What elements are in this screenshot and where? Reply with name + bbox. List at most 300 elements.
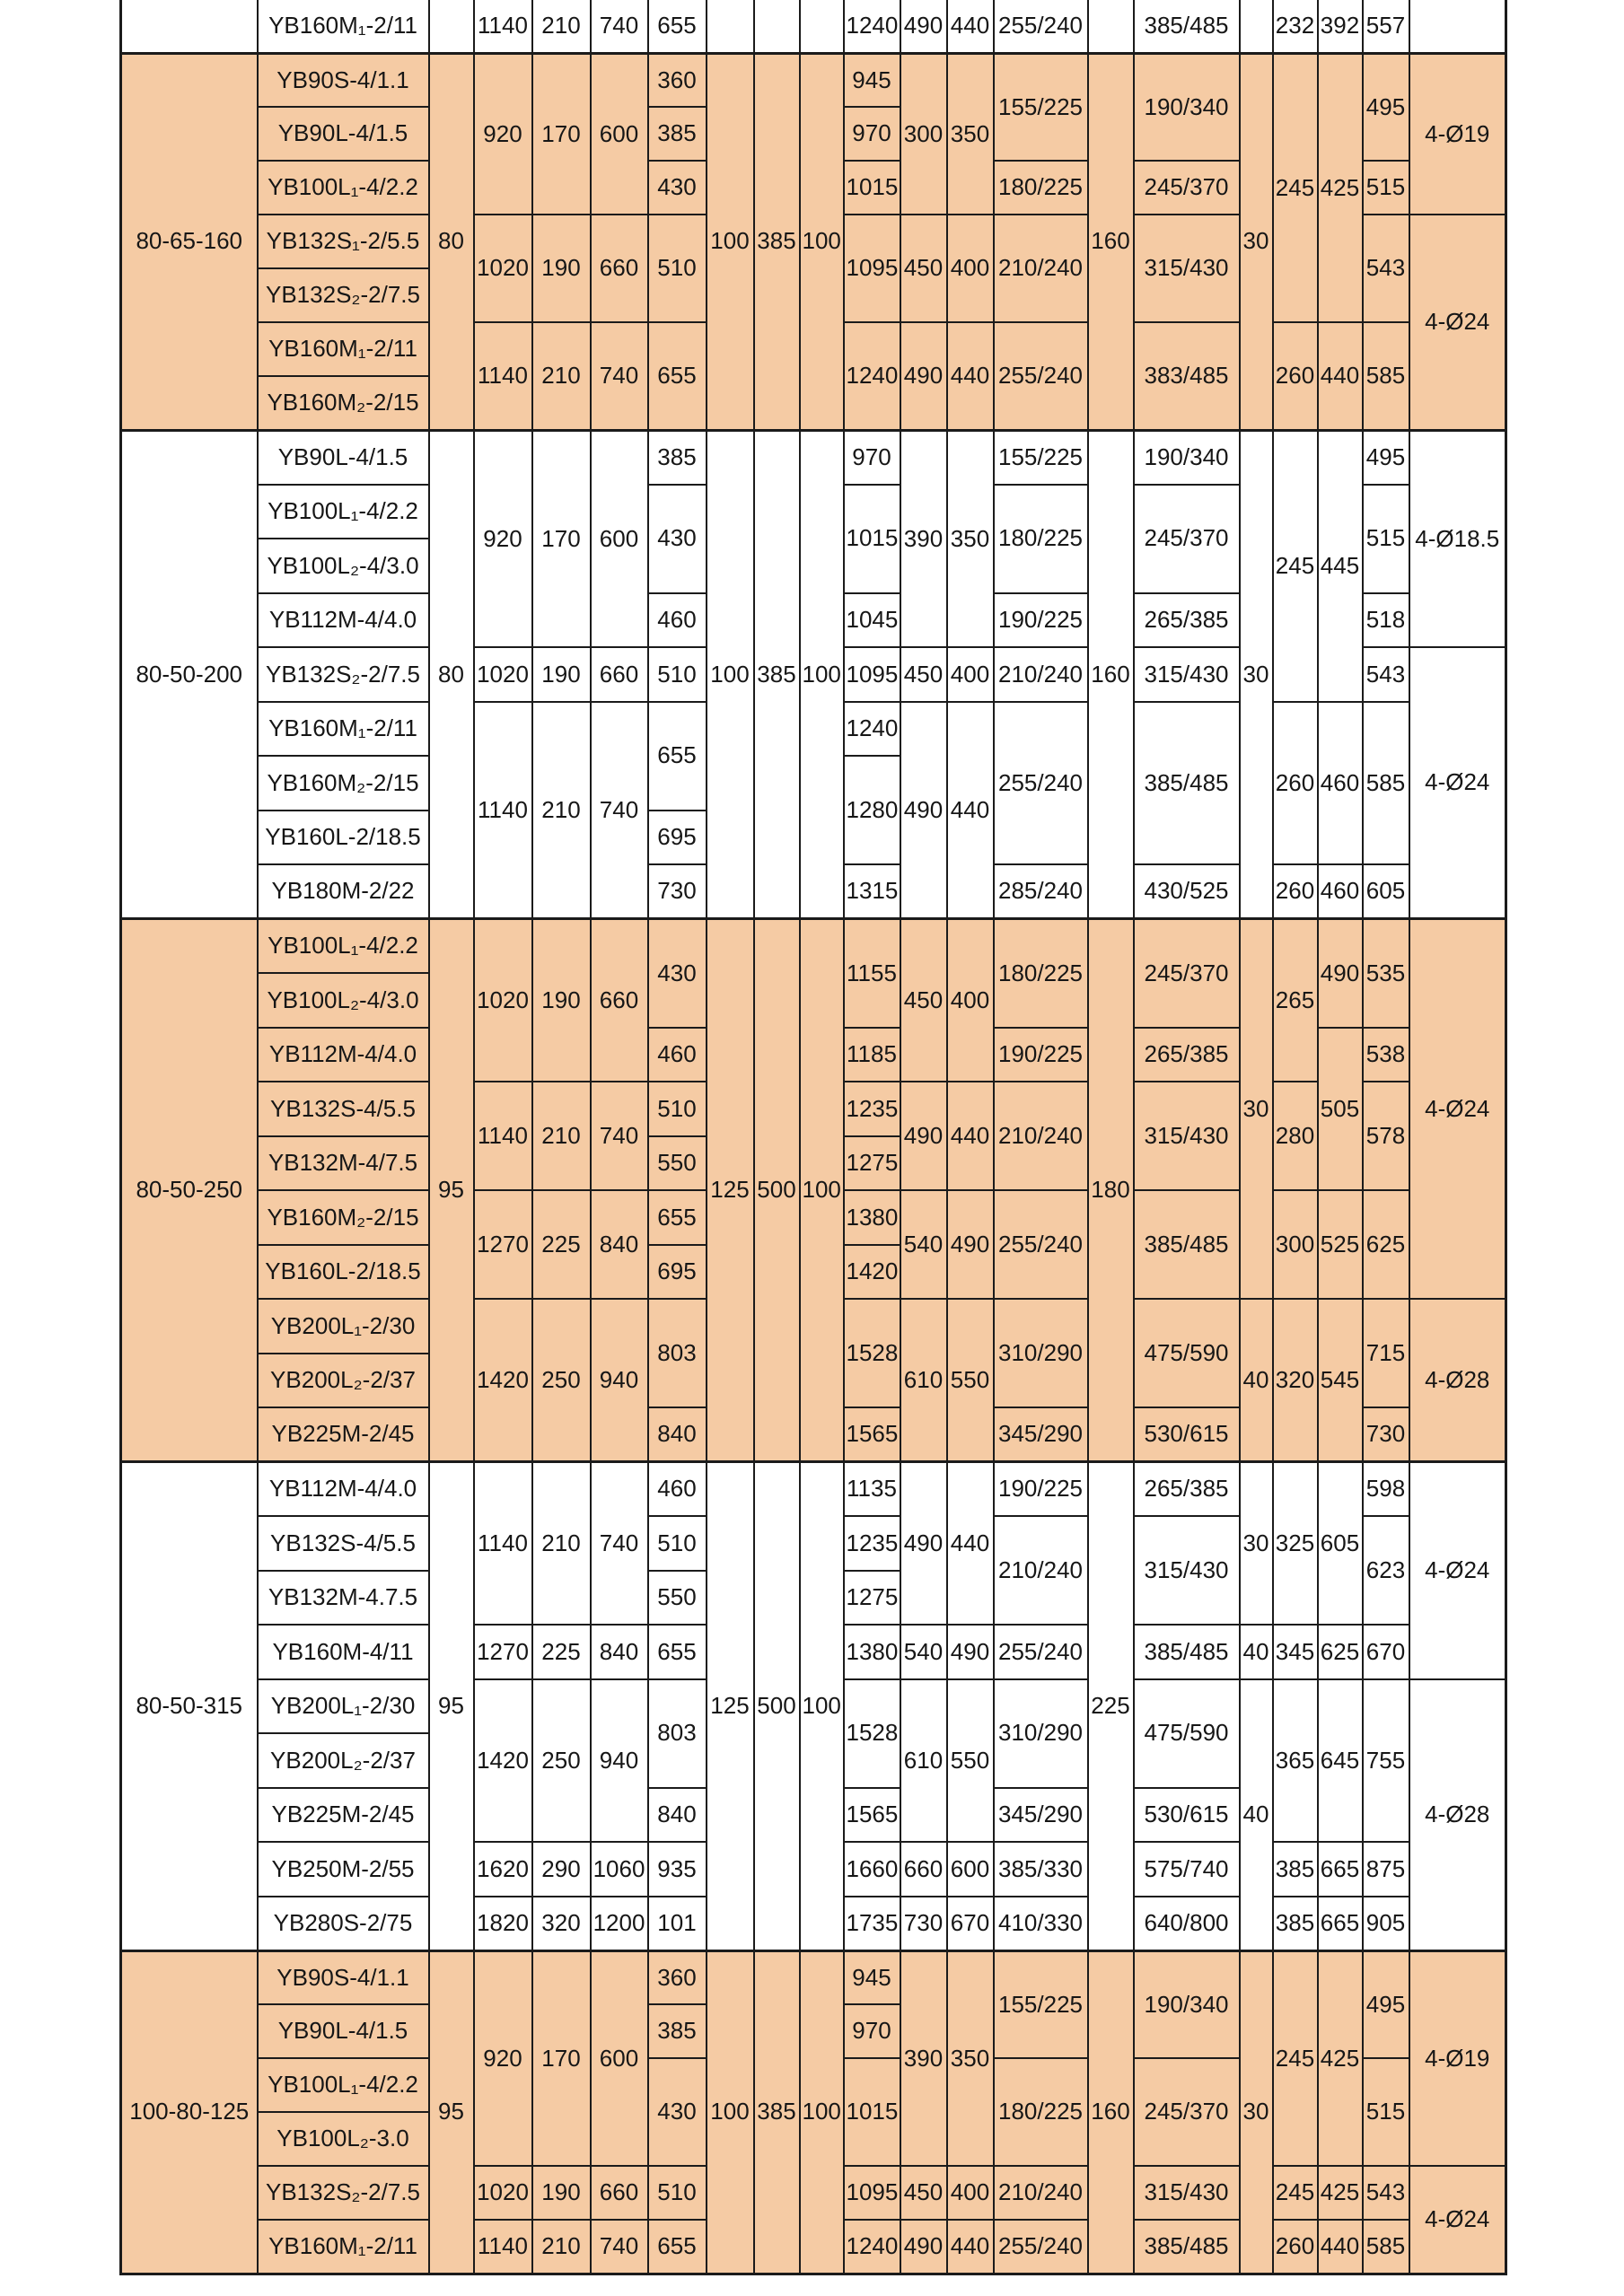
value-cell: 1240 [844, 2220, 900, 2274]
value-cell: 285/240 [994, 864, 1088, 919]
value-cell: 250 [532, 1299, 591, 1462]
value-cell: 190/340 [1134, 430, 1240, 485]
value-cell: 940 [591, 1679, 648, 1843]
value-cell: 385/485 [1134, 2220, 1240, 2274]
value-cell: 450 [900, 919, 947, 1082]
value-cell: 460 [1318, 864, 1363, 919]
value-cell: 255/240 [994, 1625, 1088, 1679]
table-row [121, 1462, 1506, 1517]
value-cell: 385/485 [1134, 1190, 1240, 1299]
value-cell: 1420 [844, 1245, 900, 1300]
value-cell: 610 [900, 1299, 947, 1462]
value-cell: 425 [1318, 1950, 1363, 2166]
value-cell: 1315 [844, 864, 900, 919]
value-cell: 945 [844, 1950, 900, 2004]
value-cell: 475/590 [1134, 1679, 1240, 1788]
value-cell: 545 [1318, 1299, 1363, 1462]
value-cell: 155/225 [994, 1950, 1088, 2058]
value-cell: 260 [1273, 864, 1318, 919]
value-cell: 430 [648, 161, 707, 215]
value-cell: 1015 [844, 161, 900, 215]
value-cell: 1660 [844, 1842, 900, 1897]
value-cell: 525 [1318, 1190, 1363, 1299]
motor-model-cell: YB100L₁-4/2.2 [258, 161, 429, 215]
value-cell: 392 [1318, 0, 1363, 53]
table-row [121, 53, 1506, 107]
value-cell: 460 [1318, 702, 1363, 865]
value-cell: 1020 [474, 919, 532, 1082]
value-cell: 670 [947, 1897, 994, 1951]
value-cell: 540 [900, 1625, 947, 1679]
value-cell: 1528 [844, 1679, 900, 1788]
anchor-bolt-cell: 4-Ø28 [1409, 1679, 1506, 1951]
value-cell: 1140 [474, 1082, 532, 1190]
empty-cell [800, 0, 844, 53]
value-cell: 315/430 [1134, 215, 1240, 322]
value-cell: 80 [429, 53, 474, 430]
anchor-bolt-cell: 4-Ø24 [1409, 919, 1506, 1300]
motor-model-cell: YB112M-4/4.0 [258, 1028, 429, 1082]
value-cell: 460 [648, 1028, 707, 1082]
value-cell: 550 [648, 1136, 707, 1191]
value-cell: 385 [1273, 1897, 1318, 1951]
value-cell: 265/385 [1134, 1028, 1240, 1082]
value-cell: 1420 [474, 1679, 532, 1843]
value-cell: 500 [754, 919, 800, 1462]
value-cell: 740 [591, 702, 648, 919]
value-cell: 730 [900, 1897, 947, 1951]
value-cell: 440 [1318, 2220, 1363, 2274]
value-cell: 100 [707, 53, 754, 430]
pump-motor-spec-table [119, 0, 1507, 2275]
motor-model-cell: YB100L₂-3.0 [258, 2112, 429, 2166]
value-cell: 190/340 [1134, 53, 1240, 161]
value-cell: 100 [800, 1462, 844, 1951]
value-cell: 245 [1273, 2166, 1318, 2220]
value-cell: 1565 [844, 1407, 900, 1462]
value-cell: 245 [1273, 1950, 1318, 2166]
value-cell: 920 [474, 430, 532, 647]
value-cell: 840 [648, 1788, 707, 1843]
table-row [121, 0, 1506, 53]
value-cell: 440 [947, 1462, 994, 1626]
value-cell: 170 [532, 430, 591, 647]
value-cell: 345/290 [994, 1407, 1088, 1462]
empty-cell [121, 0, 258, 53]
value-cell: 40 [1240, 1299, 1273, 1462]
value-cell: 225 [532, 1190, 591, 1299]
value-cell: 450 [900, 215, 947, 322]
motor-model-cell: YB225M-2/45 [258, 1407, 429, 1462]
value-cell: 260 [1273, 322, 1318, 430]
value-cell: 30 [1240, 53, 1273, 430]
value-cell: 1420 [474, 1299, 532, 1462]
value-cell: 190 [532, 2166, 591, 2220]
value-cell: 385 [754, 1950, 800, 2274]
value-cell: 430 [648, 2058, 707, 2166]
value-cell: 190 [532, 647, 591, 702]
value-cell: 840 [648, 1407, 707, 1462]
motor-model-cell: YB112M-4/4.0 [258, 593, 429, 648]
value-cell: 360 [648, 53, 707, 107]
value-cell: 1275 [844, 1136, 900, 1191]
value-cell: 490 [947, 1625, 994, 1679]
value-cell: 510 [648, 215, 707, 322]
value-cell: 440 [1318, 322, 1363, 430]
value-cell: 740 [591, 1462, 648, 1626]
motor-model-cell: YB132S-4/5.5 [258, 1082, 429, 1136]
anchor-bolt-cell: 4-Ø24 [1409, 1462, 1506, 1679]
anchor-bolt-cell: 4-Ø24 [1409, 647, 1506, 919]
value-cell: 490 [900, 0, 947, 53]
value-cell: 655 [648, 2220, 707, 2274]
value-cell: 265/385 [1134, 1462, 1240, 1517]
value-cell: 383/485 [1134, 322, 1240, 430]
value-cell: 550 [648, 1571, 707, 1626]
value-cell: 170 [532, 53, 591, 215]
anchor-bolt-cell: 4-Ø18.5 [1409, 430, 1506, 647]
empty-cell [429, 0, 474, 53]
value-cell: 875 [1363, 1842, 1409, 1897]
motor-model-cell: YB100L₁-4/2.2 [258, 2058, 429, 2112]
motor-model-cell: YB200L₂-2/37 [258, 1354, 429, 1408]
value-cell: 300 [900, 53, 947, 215]
value-cell: 1045 [844, 593, 900, 648]
value-cell: 320 [532, 1897, 591, 1951]
value-cell: 190/340 [1134, 1950, 1240, 2058]
value-cell: 600 [947, 1842, 994, 1897]
value-cell: 400 [947, 919, 994, 1082]
value-cell: 440 [947, 0, 994, 53]
value-cell: 315/430 [1134, 1516, 1240, 1625]
value-cell: 1240 [844, 322, 900, 430]
value-cell: 385 [648, 430, 707, 485]
value-cell: 160 [1088, 53, 1134, 430]
value-cell: 290 [532, 1842, 591, 1897]
value-cell: 385/485 [1134, 0, 1240, 53]
value-cell: 210 [532, 702, 591, 919]
value-cell: 385 [648, 107, 707, 161]
value-cell: 1140 [474, 2220, 532, 2274]
value-cell: 1185 [844, 1028, 900, 1082]
value-cell: 345 [1273, 1625, 1318, 1679]
value-cell: 160 [1088, 430, 1134, 919]
pump-size-cell: 80-65-160 [121, 53, 258, 430]
value-cell: 425 [1318, 2166, 1363, 2220]
value-cell: 515 [1363, 161, 1409, 215]
value-cell: 190 [532, 215, 591, 322]
anchor-bolt-cell: 4-Ø24 [1409, 2166, 1506, 2274]
value-cell: 920 [474, 53, 532, 215]
value-cell: 655 [648, 322, 707, 430]
value-cell: 730 [1363, 1407, 1409, 1462]
motor-model-cell: YB100L₂-4/3.0 [258, 973, 429, 1028]
value-cell: 1015 [844, 485, 900, 593]
value-cell: 490 [947, 1190, 994, 1299]
value-cell: 460 [648, 593, 707, 648]
value-cell: 1020 [474, 215, 532, 322]
value-cell: 255/240 [994, 1190, 1088, 1299]
value-cell: 125 [707, 919, 754, 1462]
value-cell: 350 [947, 430, 994, 647]
value-cell: 255/240 [994, 702, 1088, 865]
value-cell: 730 [648, 864, 707, 919]
value-cell: 310/290 [994, 1679, 1088, 1788]
value-cell: 655 [648, 0, 707, 53]
motor-model-cell: YB250M-2/55 [258, 1842, 429, 1897]
value-cell: 180/225 [994, 161, 1088, 215]
value-cell: 40 [1240, 1679, 1273, 1951]
value-cell: 440 [947, 702, 994, 919]
value-cell: 180 [1088, 919, 1134, 1462]
empty-cell [754, 0, 800, 53]
value-cell: 945 [844, 53, 900, 107]
value-cell: 440 [947, 1082, 994, 1190]
motor-model-cell: YB132S₂-2/7.5 [258, 2166, 429, 2220]
value-cell: 30 [1240, 1462, 1273, 1626]
value-cell: 670 [1363, 1625, 1409, 1679]
value-cell: 430/525 [1134, 864, 1240, 919]
value-cell: 1235 [844, 1082, 900, 1136]
value-cell: 495 [1363, 53, 1409, 161]
value-cell: 695 [648, 811, 707, 865]
value-cell: 315/430 [1134, 2166, 1240, 2220]
anchor-bolt-cell: 4-Ø19 [1409, 1950, 1506, 2166]
value-cell: 95 [429, 1950, 474, 2274]
value-cell: 210/240 [994, 2166, 1088, 2220]
value-cell: 100 [707, 430, 754, 919]
value-cell: 232 [1273, 0, 1318, 53]
value-cell: 210 [532, 0, 591, 53]
value-cell: 518 [1363, 593, 1409, 648]
value-cell: 100 [800, 430, 844, 919]
value-cell: 970 [844, 107, 900, 161]
value-cell: 385 [754, 430, 800, 919]
empty-cell [1240, 0, 1273, 53]
anchor-bolt-cell: 4-Ø24 [1409, 215, 1506, 430]
value-cell: 315/430 [1134, 647, 1240, 702]
value-cell: 250 [532, 1679, 591, 1843]
value-cell: 260 [1273, 702, 1318, 865]
motor-model-cell: YB100L₁-4/2.2 [258, 485, 429, 539]
value-cell: 625 [1318, 1625, 1363, 1679]
value-cell: 575/740 [1134, 1842, 1240, 1897]
value-cell: 225 [532, 1625, 591, 1679]
value-cell: 385/485 [1134, 1625, 1240, 1679]
value-cell: 400 [947, 2166, 994, 2220]
value-cell: 30 [1240, 1950, 1273, 2274]
value-cell: 1270 [474, 1190, 532, 1299]
value-cell: 255/240 [994, 0, 1088, 53]
value-cell: 605 [1363, 864, 1409, 919]
value-cell: 1020 [474, 2166, 532, 2220]
value-cell: 803 [648, 1679, 707, 1788]
value-cell: 190/225 [994, 1028, 1088, 1082]
value-cell: 170 [532, 1950, 591, 2166]
motor-model-cell: YB132M-4.7.5 [258, 1571, 429, 1626]
value-cell: 210 [532, 1082, 591, 1190]
value-cell: 1140 [474, 322, 532, 430]
value-cell: 740 [591, 0, 648, 53]
pump-size-cell: 100-80-125 [121, 1950, 258, 2274]
value-cell: 245/370 [1134, 485, 1240, 593]
value-cell: 430 [648, 485, 707, 593]
value-cell: 1140 [474, 0, 532, 53]
value-cell: 905 [1363, 1897, 1409, 1951]
pump-size-cell: 80-50-315 [121, 1462, 258, 1951]
motor-model-cell: YB160L-2/18.5 [258, 811, 429, 865]
value-cell: 280 [1273, 1082, 1318, 1190]
value-cell: 803 [648, 1299, 707, 1407]
value-cell: 840 [591, 1190, 648, 1299]
value-cell: 1240 [844, 702, 900, 757]
table-row [121, 430, 1506, 485]
value-cell: 510 [648, 1516, 707, 1571]
value-cell: 610 [900, 1679, 947, 1843]
value-cell: 490 [900, 1462, 947, 1626]
value-cell: 390 [900, 430, 947, 647]
value-cell: 210 [532, 2220, 591, 2274]
value-cell: 655 [648, 702, 707, 811]
value-cell: 360 [648, 1950, 707, 2004]
value-cell: 385/485 [1134, 702, 1240, 865]
value-cell: 1020 [474, 647, 532, 702]
value-cell: 245/370 [1134, 2058, 1240, 2166]
value-cell: 210/240 [994, 647, 1088, 702]
value-cell: 80 [429, 430, 474, 919]
value-cell: 935 [648, 1842, 707, 1897]
value-cell: 490 [900, 1082, 947, 1190]
value-cell: 970 [844, 2004, 900, 2058]
value-cell: 385 [1273, 1842, 1318, 1897]
value-cell: 1135 [844, 1462, 900, 1517]
value-cell: 265 [1273, 919, 1318, 1082]
value-cell: 538 [1363, 1028, 1409, 1082]
value-cell: 410/330 [994, 1897, 1088, 1951]
value-cell: 1820 [474, 1897, 532, 1951]
value-cell: 1528 [844, 1299, 900, 1407]
anchor-bolt-cell: 4-Ø19 [1409, 53, 1506, 215]
value-cell: 510 [648, 2166, 707, 2220]
motor-model-cell: YB90S-4/1.1 [258, 1950, 429, 2004]
value-cell: 255/240 [994, 322, 1088, 430]
value-cell: 1155 [844, 919, 900, 1028]
motor-model-cell: YB90L-4/1.5 [258, 430, 429, 485]
value-cell: 543 [1363, 215, 1409, 322]
value-cell: 578 [1363, 1082, 1409, 1190]
motor-model-cell: YB160M-4/11 [258, 1625, 429, 1679]
value-cell: 557 [1363, 0, 1409, 53]
value-cell: 510 [648, 647, 707, 702]
value-cell: 450 [900, 2166, 947, 2220]
value-cell: 1140 [474, 1462, 532, 1626]
value-cell: 180/225 [994, 919, 1088, 1028]
value-cell: 1200 [591, 1897, 648, 1951]
value-cell: 598 [1363, 1462, 1409, 1517]
value-cell: 180/225 [994, 485, 1088, 593]
value-cell: 315/430 [1134, 1082, 1240, 1190]
value-cell: 490 [900, 702, 947, 919]
value-cell: 920 [474, 1950, 532, 2166]
value-cell: 940 [591, 1299, 648, 1462]
value-cell: 490 [900, 2220, 947, 2274]
value-cell: 180/225 [994, 2058, 1088, 2166]
motor-model-cell: YB180M-2/22 [258, 864, 429, 919]
motor-model-cell: YB160M₂-2/15 [258, 376, 429, 430]
value-cell: 1095 [844, 2166, 900, 2220]
motor-model-cell: YB112M-4/4.0 [258, 1462, 429, 1517]
motor-model-cell: YB132S₂-2/7.5 [258, 268, 429, 322]
value-cell: 740 [591, 1082, 648, 1190]
pump-size-cell: 80-50-250 [121, 919, 258, 1462]
value-cell: 490 [900, 322, 947, 430]
value-cell: 385 [754, 53, 800, 430]
value-cell: 1060 [591, 1842, 648, 1897]
value-cell: 190/225 [994, 1462, 1088, 1517]
value-cell: 655 [648, 1190, 707, 1245]
motor-model-cell: YB160M₂-2/15 [258, 756, 429, 811]
value-cell: 530/615 [1134, 1407, 1240, 1462]
value-cell: 540 [900, 1190, 947, 1299]
value-cell: 425 [1318, 53, 1363, 322]
value-cell: 500 [754, 1462, 800, 1951]
value-cell: 400 [947, 647, 994, 702]
value-cell: 255/240 [994, 2220, 1088, 2274]
value-cell: 550 [947, 1299, 994, 1462]
motor-model-cell: YB90L-4/1.5 [258, 107, 429, 161]
value-cell: 460 [648, 1462, 707, 1517]
value-cell: 475/590 [1134, 1299, 1240, 1407]
value-cell: 210 [532, 322, 591, 430]
value-cell: 125 [707, 1462, 754, 1951]
value-cell: 1240 [844, 0, 900, 53]
value-cell: 543 [1363, 2166, 1409, 2220]
value-cell: 740 [591, 2220, 648, 2274]
value-cell: 265/385 [1134, 593, 1240, 648]
value-cell: 1015 [844, 2058, 900, 2166]
value-cell: 660 [591, 2166, 648, 2220]
value-cell: 350 [947, 1950, 994, 2166]
motor-model-cell: YB100L₂-4/3.0 [258, 539, 429, 593]
value-cell: 1270 [474, 1625, 532, 1679]
value-cell: 535 [1363, 919, 1409, 1028]
value-cell: 365 [1273, 1679, 1318, 1843]
value-cell: 543 [1363, 647, 1409, 702]
value-cell: 600 [591, 430, 648, 647]
value-cell: 660 [591, 919, 648, 1082]
value-cell: 300 [1273, 1190, 1318, 1299]
value-cell: 665 [1318, 1842, 1363, 1897]
value-cell: 260 [1273, 2220, 1318, 2274]
value-cell: 155/225 [994, 53, 1088, 161]
value-cell: 440 [947, 2220, 994, 2274]
value-cell: 30 [1240, 430, 1273, 919]
pump-size-cell: 80-50-200 [121, 430, 258, 919]
anchor-bolt-cell: 4-Ø28 [1409, 1299, 1506, 1462]
value-cell: 245 [1273, 53, 1318, 322]
value-cell: 385/330 [994, 1842, 1088, 1897]
value-cell: 440 [947, 322, 994, 430]
value-cell: 623 [1363, 1516, 1409, 1625]
value-cell: 755 [1363, 1679, 1409, 1843]
table-row [121, 919, 1506, 974]
value-cell: 210/240 [994, 1516, 1088, 1625]
motor-model-cell: YB160L-2/18.5 [258, 1245, 429, 1300]
motor-model-cell: YB160M₁-2/11 [258, 2220, 429, 2274]
value-cell: 1380 [844, 1190, 900, 1245]
value-cell: 430 [648, 919, 707, 1028]
motor-model-cell: YB200L₂-2/37 [258, 1733, 429, 1788]
